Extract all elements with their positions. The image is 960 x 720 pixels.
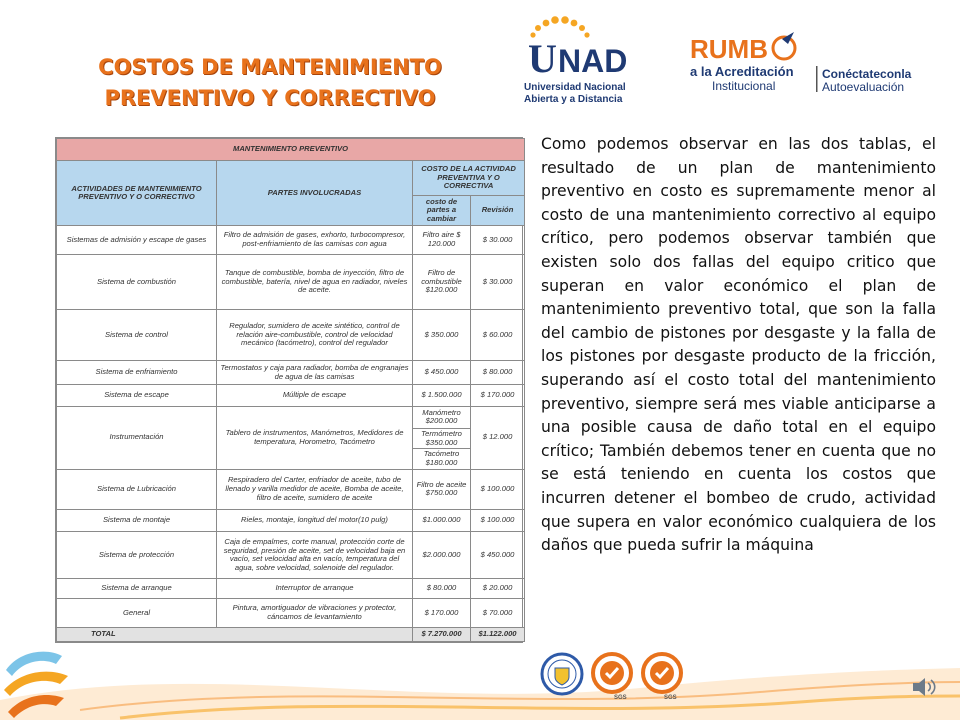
row-activity: Sistema de escape <box>57 385 217 406</box>
slide-title-line-2: PREVENTIVO Y CORRECTIVO <box>104 86 436 110</box>
row-activity: Sistema de enfriamiento <box>57 361 217 385</box>
row-activity: Sistema de montaje <box>57 510 217 532</box>
unad-dots-icon <box>530 16 589 37</box>
row-activity: General <box>57 599 217 627</box>
unad-wordmark: U <box>528 36 557 81</box>
row-review: $ 100.000 <box>471 510 525 532</box>
row-activity: Sistema de protección <box>57 532 217 579</box>
row-parts: Regulador, sumidero de aceite sintético, control de relación aire-combustible, control de velocidad mecánico (tacómetro), control del regulador <box>217 310 413 361</box>
row-cost: $1.000.000 <box>413 510 471 532</box>
row-review: $ 70.000 <box>471 599 525 627</box>
row-review: $ 450.000 <box>471 532 525 579</box>
row-cost: $2.000.000 <box>413 532 471 579</box>
row-activity: Sistema de combustión <box>57 254 217 310</box>
maintenance-cost-table <box>55 137 523 643</box>
row-parts: Filtro de admisión de gases, exhorto, turbocompresor, post-enfriamiento de las camisas con agua <box>217 226 413 254</box>
sgs-certification-seal-icon <box>640 652 684 700</box>
row-review: $ 30.000 <box>471 254 525 310</box>
total-cost: $ 7.270.000 <box>413 627 471 641</box>
row-review: $ 100.000 <box>471 469 525 510</box>
row-parts: Tablero de instrumentos, Manómetros, Medidores de temperatura, Horometro, Tacómetro <box>217 406 413 469</box>
table-row <box>57 310 525 361</box>
table-row <box>57 226 525 254</box>
rumbo-line-4: Autoevaluación <box>822 80 905 94</box>
rumbo-wordmark: RUMB <box>690 34 768 64</box>
column-header-review: Revisión <box>471 195 525 225</box>
row-cost: Termómetro $350.000 <box>413 428 471 448</box>
row-cost: $ 1.500.000 <box>413 385 471 406</box>
row-parts: Caja de empalmes, corte manual, protección corte de seguridad, presión de aceite, set de velocidad baja en vacío, set velocidad alta en vacío, temperatura del agua, sobre velocidad, solenoide del regulador. <box>217 532 413 579</box>
footer-decoration <box>0 640 960 720</box>
column-header-parts-cost: costo de partes a cambiar <box>413 195 471 225</box>
row-activity: Sistemas de admisión y escape de gases <box>57 226 217 254</box>
unad-line-2: Abierta y a Distancia <box>524 94 623 105</box>
unad-logo <box>518 14 648 110</box>
sgs-label-1: SGS <box>614 695 627 700</box>
row-cost: Tacómetro $180.000 <box>413 449 471 469</box>
arrows-swoosh-icon <box>0 630 90 720</box>
table-row <box>57 406 525 428</box>
row-parts: Pintura, amortiguador de vibraciones y protector, cáncamos de levantamiento <box>217 599 413 627</box>
explanation-paragraph: Como podemos observar en las dos tablas, el resultado de un plan de mantenimiento preventivo en costo es supremamente menor al costo de una mantenimiento correctivo al equipo crítico, pero podemos observar también que existen solo dos fallas del equipo critico que superan en valor económico el plan de mantenimiento preventivo total, que son la falla del cambio de pistones por desgaste y la falla de los pistones por desgaste producto de la fricción, superando así el costo total del mantenimiento preventivo, siempre será mes viable anticiparse a una posible causa de daño total en el equipo crítico; También debemos tener en cuenta que no se está teniendo en cuenta los costos que incurren detener el bombeo de crudo, actividad que supera en valor económico cualquiera de los daños que pueda sufrir la máquina <box>541 135 936 555</box>
row-cost: $ 350.000 <box>413 310 471 361</box>
table-row <box>57 254 525 310</box>
row-parts: Respiradero del Carter, enfriador de aceite, tubo de llenado y varilla medidor de aceite, Bomba de aceite, filtro de aceite, sumidero de aceite <box>217 469 413 510</box>
row-parts: Termostatos y caja para radiador, bomba de engranajes de agua de las camisas <box>217 361 413 385</box>
slide-title-line-1: COSTOS DE MANTENIMIENTO <box>98 55 442 79</box>
row-activity: Sistema de control <box>57 310 217 361</box>
row-review: $ 12.000 <box>471 406 525 469</box>
unad-line-1: Universidad Nacional <box>524 82 626 93</box>
row-cost: Filtro de aceite $750.000 <box>413 469 471 510</box>
row-activity: Instrumentación <box>57 406 217 469</box>
rumbo-line-3: Conéctateconla <box>822 67 912 81</box>
row-parts: Tanque de combustible, bomba de inyección, filtro de combustible, batería, nivel de agua en radiador, niveles de aceite. <box>217 254 413 310</box>
total-label: TOTAL <box>57 627 413 641</box>
rumbo-acreditacion-logo <box>690 30 930 100</box>
column-header-cost-group: COSTO DE LA ACTIVIDAD PREVENTIVA Y O CORRECTIVA <box>413 161 525 195</box>
rumbo-line-2: Institucional <box>712 79 776 93</box>
table-row <box>57 469 525 510</box>
svg-text:NAD: NAD <box>558 43 628 79</box>
column-header-parts: PARTES INVOLUCRADAS <box>217 161 413 226</box>
table-row <box>57 532 525 579</box>
row-cost: Filtro aire $ 120.000 <box>413 226 471 254</box>
row-cost: $ 450.000 <box>413 361 471 385</box>
rumbo-line-1: a la Acreditación <box>690 64 794 79</box>
row-parts: Interruptor de arranque <box>217 579 413 599</box>
row-review: $ 170.000 <box>471 385 525 406</box>
table-row <box>57 361 525 385</box>
sgs-label-2: SGS <box>664 695 677 700</box>
row-activity: Sistema de Lubricación <box>57 469 217 510</box>
row-review: $ 80.000 <box>471 361 525 385</box>
row-review: $ 20.000 <box>471 579 525 599</box>
table-row <box>57 599 525 627</box>
slide-title <box>60 52 480 114</box>
table-row <box>57 385 525 406</box>
sgs-certification-seal-icon <box>590 652 634 700</box>
row-activity: Sistema de arranque <box>57 579 217 599</box>
row-parts: Rieles, montaje, longitud del motor(10 pulg) <box>217 510 413 532</box>
row-review: $ 30.000 <box>471 226 525 254</box>
table-row <box>57 579 525 599</box>
row-review: $ 60.000 <box>471 310 525 361</box>
column-header-activity: ACTIVIDADES DE MANTENIMIENTO PREVENTIVO Y O CORRECTIVO <box>57 161 217 226</box>
compass-icon <box>773 32 795 59</box>
row-cost: Manómetro $200.000 <box>413 406 471 428</box>
speaker-audio-icon[interactable] <box>910 675 938 699</box>
total-review: $1.122.000 <box>471 627 525 641</box>
row-parts: Múltiple de escape <box>217 385 413 406</box>
colombia-shield-seal-icon <box>540 652 584 700</box>
row-cost: Filtro de combustible $120.000 <box>413 254 471 310</box>
table-row <box>57 510 525 532</box>
table-title: MANTENIMIENTO PREVENTIVO <box>57 139 525 161</box>
row-cost: $ 170.000 <box>413 599 471 627</box>
row-cost: $ 80.000 <box>413 579 471 599</box>
